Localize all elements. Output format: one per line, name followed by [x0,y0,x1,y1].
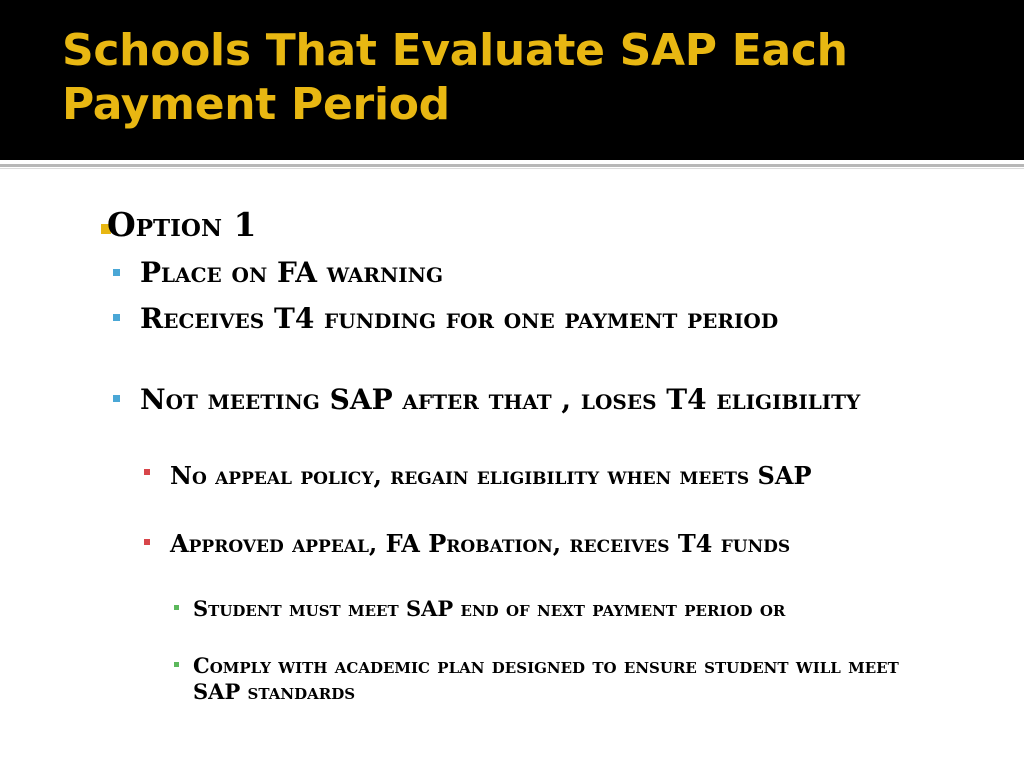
bullet-option-1: Option 1 [107,205,257,244]
bullet-approved-appeal: Approved appeal, FA Probation, receives T4 funds [170,529,791,558]
square-bullet-icon [144,469,150,475]
bullet-place-warning: Place on FA warning [140,256,444,289]
square-bullet-icon [113,269,120,276]
bullet-student-must: Student must meet SAP end of next payment period or [193,596,786,621]
square-bullet-icon [144,539,150,545]
square-bullet-icon [113,314,120,321]
bullet-comply: Comply with academic plan designed to ensure student will meet SAP standards [193,653,899,704]
square-bullet-icon [174,605,179,610]
bullet-receives-funding: Receives T4 funding for one payment period [140,302,779,335]
bullet-not-meeting: Not meeting SAP after that , loses T4 eligibility [140,383,861,416]
slide-title: Schools That Evaluate SAP Each Payment Period [62,25,848,130]
square-bullet-icon [174,662,179,667]
square-bullet-icon [113,395,120,402]
bullet-no-appeal: No appeal policy, regain eligibility when meets SAP [170,461,812,490]
